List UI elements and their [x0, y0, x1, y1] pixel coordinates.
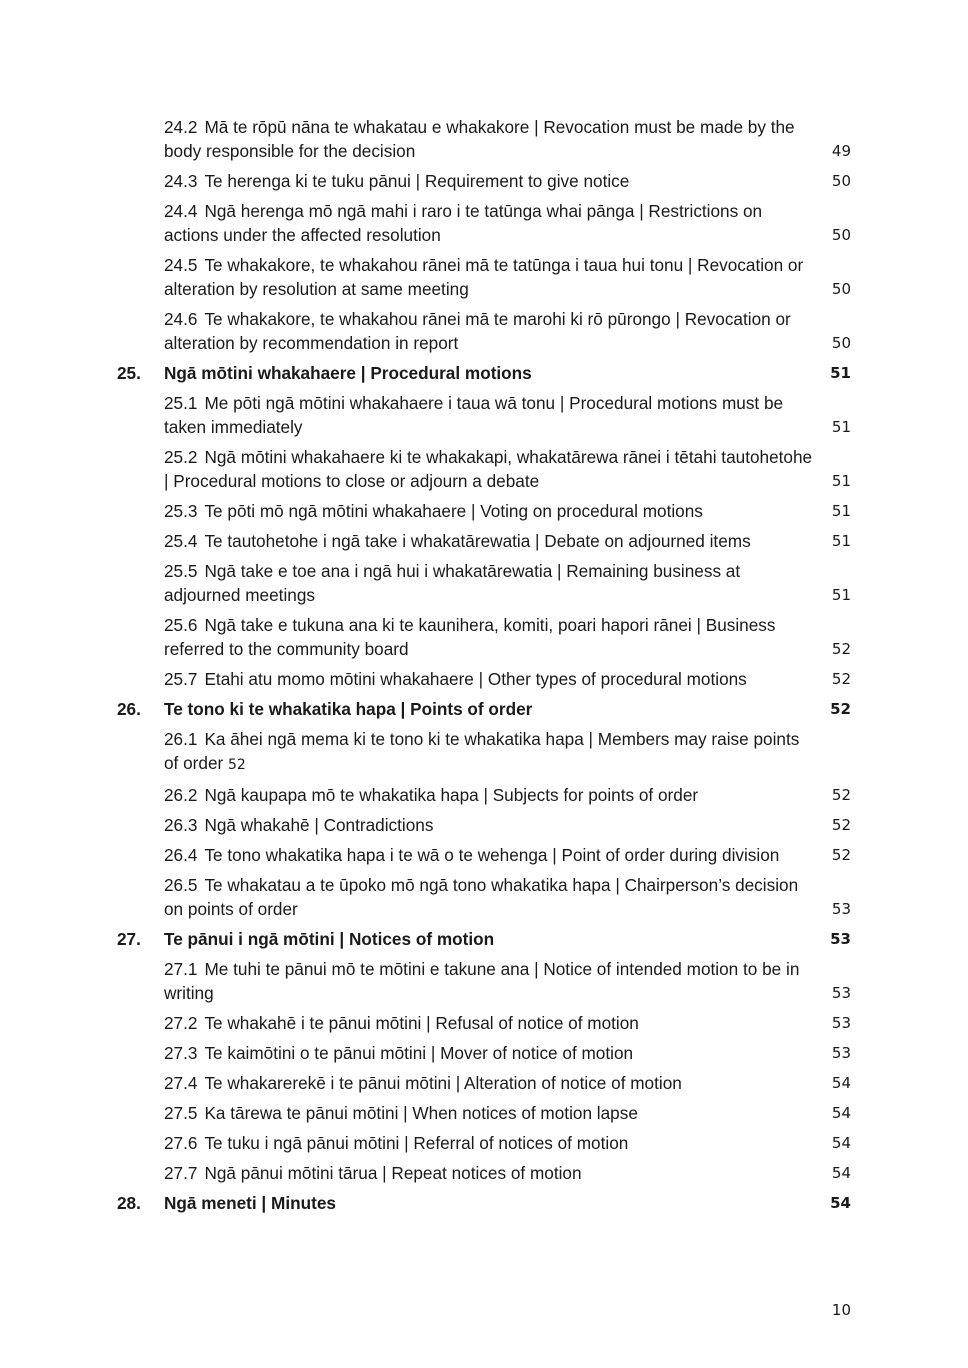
- toc-subsection-entry[interactable]: [117, 813, 857, 837]
- toc-entry-page: 51: [831, 532, 851, 550]
- toc-entry-number: 27.3: [164, 1043, 198, 1063]
- toc-subsection-entry[interactable]: [117, 843, 857, 867]
- toc-entry-number: 24.3: [164, 171, 198, 191]
- toc-subsection-entry[interactable]: [117, 199, 857, 247]
- toc-subsection-entry[interactable]: [117, 529, 857, 553]
- toc-entry-page: 53: [830, 930, 851, 948]
- toc-entry-title: Ngā whakahē | Contradictions: [204, 815, 434, 835]
- toc-subsection-entry[interactable]: [117, 499, 857, 523]
- toc-entry-number: 24.5: [164, 255, 198, 275]
- toc-entry-number: 27.2: [164, 1013, 198, 1033]
- toc-subsection-entry[interactable]: [117, 1071, 857, 1095]
- toc-entry-title: Te tono ki te whakatika hapa | Points of order: [164, 699, 533, 719]
- toc-entry-page: 51: [831, 586, 851, 604]
- toc-entry-page: 50: [831, 334, 851, 352]
- toc-entry-title: Me pōti ngā mōtini whakahaere i taua wā tonu | Procedural motions must be taken immediately: [164, 393, 784, 437]
- toc-entry-page: 52: [228, 757, 246, 773]
- toc-entry-title: Mā te rōpū nāna te whakatau e whakakore | Revocation must be made by the body responsible for the decision: [164, 117, 795, 161]
- toc-entry-number: 25.5: [164, 561, 198, 581]
- toc-subsection-entry[interactable]: [117, 957, 857, 1005]
- toc-entry-number: 27.: [117, 929, 141, 949]
- toc-entry-page: 53: [831, 1044, 851, 1062]
- toc-entry-number: 25.: [117, 363, 141, 383]
- toc-entry-title: Te tautohetohe i ngā take i whakatārewatia | Debate on adjourned items: [204, 531, 751, 551]
- toc-entry-page: 54: [831, 1074, 851, 1092]
- toc-entry-page: 52: [831, 670, 851, 688]
- toc-entry-number: 27.7: [164, 1163, 198, 1183]
- toc-entry-number: 26.3: [164, 815, 198, 835]
- toc-entry-page: 50: [831, 226, 851, 244]
- toc-entry-title: Ngā mōtini whakahaere | Procedural motions: [164, 363, 532, 383]
- toc-entry-page: 51: [831, 472, 851, 490]
- toc-subsection-entry[interactable]: [117, 253, 857, 301]
- toc-entry-title: Ngā take e tukuna ana ki te kaunihera, komiti, poari hapori rānei | Business referred to the community board: [164, 615, 776, 659]
- toc-entry-title: Te tuku i ngā pānui mōtini | Referral of notices of motion: [204, 1133, 629, 1153]
- toc-entry-title: Ngā take e toe ana i ngā hui i whakatārewatia | Remaining business at adjourned meetings: [164, 561, 741, 605]
- toc-entry-number: 27.4: [164, 1073, 198, 1093]
- toc-entry-title: Ka tārewa te pānui mōtini | When notices of motion lapse: [204, 1103, 638, 1123]
- toc-entry-page: 51: [831, 418, 851, 436]
- page-number: 10: [831, 1301, 851, 1319]
- toc-entry-title: Me tuhi te pānui mō te mōtini e takune ana | Notice of intended motion to be in writing: [164, 959, 800, 1003]
- toc-entry-title: Te pōti mō ngā mōtini whakahaere | Voting on procedural motions: [204, 501, 703, 521]
- toc-subsection-entry[interactable]: [117, 1101, 857, 1125]
- toc-entry-page: 52: [831, 846, 851, 864]
- toc-entry-title: Te tono whakatika hapa i te wā o te wehenga | Point of order during division: [204, 845, 780, 865]
- toc-entry-number: 24.4: [164, 201, 198, 221]
- toc-entry-title: Te pānui i ngā mōtini | Notices of motion: [164, 929, 495, 949]
- toc-subsection-entry[interactable]: [117, 613, 857, 661]
- toc-entry-title: Te kaimōtini o te pānui mōtini | Mover of notice of motion: [204, 1043, 634, 1063]
- toc-subsection-entry[interactable]: [117, 667, 857, 691]
- toc-entry-number: 24.2: [164, 117, 198, 137]
- toc-subsection-entry[interactable]: [117, 783, 857, 807]
- toc-subsection-entry[interactable]: [117, 1161, 857, 1185]
- toc-entry-title: Te whakarerekē i te pānui mōtini | Alteration of notice of motion: [204, 1073, 682, 1093]
- toc-entry-page: 50: [831, 172, 851, 190]
- toc-entry-number: 25.6: [164, 615, 198, 635]
- toc-subsection-entry[interactable]: [117, 445, 857, 493]
- toc-subsection-entry[interactable]: [117, 391, 857, 439]
- toc-entry-number: 27.6: [164, 1133, 198, 1153]
- toc-entry-page: 52: [830, 700, 851, 718]
- toc-entry-number: 24.6: [164, 309, 198, 329]
- toc-entry-number: 26.1: [164, 729, 198, 749]
- toc-subsection-entry[interactable]: [117, 1041, 857, 1065]
- toc-entry-page: 52: [831, 640, 851, 658]
- toc-entry-title: Etahi atu momo mōtini whakahaere | Other types of procedural motions: [204, 669, 747, 689]
- toc-entry-page: 54: [830, 1194, 851, 1212]
- toc-entry-page: 54: [831, 1104, 851, 1122]
- toc-entry-page: 49: [831, 142, 851, 160]
- toc-entry-number: 25.1: [164, 393, 198, 413]
- toc-section-entry[interactable]: [117, 1191, 857, 1215]
- toc-section-entry[interactable]: [117, 927, 857, 951]
- toc-entry-title: Ngā herenga mō ngā mahi i raro i te tatūnga whai pānga | Restrictions on actions under the affected resolution: [164, 201, 763, 245]
- toc-entry-page: 54: [831, 1164, 851, 1182]
- toc-entry-page: 53: [831, 984, 851, 1002]
- toc-entry-number: 26.5: [164, 875, 198, 895]
- table-of-contents: [117, 115, 857, 1221]
- toc-entry-page: 54: [831, 1134, 851, 1152]
- toc-entry-number: 25.7: [164, 669, 198, 689]
- toc-entry-title: Ngā meneti | Minutes: [164, 1193, 336, 1213]
- toc-entry-title: Ngā mōtini whakahaere ki te whakakapi, whakatārewa rānei i tētahi tautohetohe | Procedural motions to close or adjourn a debate: [164, 447, 813, 491]
- toc-entry-page: 51: [830, 364, 851, 382]
- toc-entry-number: 25.4: [164, 531, 198, 551]
- toc-entry-page: 53: [831, 900, 851, 918]
- toc-entry-number: 26.2: [164, 785, 198, 805]
- toc-section-entry[interactable]: [117, 697, 857, 721]
- toc-entry-title: Te whakakore, te whakahou rānei mā te tatūnga i taua hui tonu | Revocation or alteration by resolution at same meeting: [164, 255, 804, 299]
- toc-subsection-entry[interactable]: [117, 115, 857, 163]
- toc-entry-title: Ngā kaupapa mō te whakatika hapa | Subjects for points of order: [204, 785, 699, 805]
- toc-subsection-entry[interactable]: [117, 1011, 857, 1035]
- toc-entry-number: 25.2: [164, 447, 198, 467]
- toc-subsection-entry[interactable]: [117, 727, 857, 777]
- toc-entry-number: 26.: [117, 699, 141, 719]
- toc-entry-title: Ka āhei ngā mema ki te tono ki te whakatika hapa | Members may raise points of order: [164, 729, 800, 773]
- toc-entry-page: 50: [831, 280, 851, 298]
- toc-entry-page: 53: [831, 1014, 851, 1032]
- toc-subsection-entry[interactable]: [117, 559, 857, 607]
- toc-entry-title: Te whakahē i te pānui mōtini | Refusal of notice of motion: [204, 1013, 639, 1033]
- toc-entry-page: 52: [831, 786, 851, 804]
- toc-entry-title: Ngā pānui mōtini tārua | Repeat notices of motion: [204, 1163, 582, 1183]
- toc-subsection-entry[interactable]: [117, 1131, 857, 1155]
- toc-subsection-entry[interactable]: [117, 873, 857, 921]
- toc-subsection-entry[interactable]: [117, 307, 857, 355]
- toc-entry-title: Te whakatau a te ūpoko mō ngā tono whakatika hapa | Chairperson’s decision on points of order: [164, 875, 799, 919]
- toc-entry-title: Te whakakore, te whakahou rānei mā te marohi ki rō pūrongo | Revocation or alteration by recommendation in report: [164, 309, 791, 353]
- toc-entry-page: 52: [831, 816, 851, 834]
- toc-entry-number: 28.: [117, 1193, 141, 1213]
- toc-subsection-entry[interactable]: [117, 169, 857, 193]
- toc-entry-title: Te herenga ki te tuku pānui | Requirement to give notice: [204, 171, 630, 191]
- toc-entry-number: 25.3: [164, 501, 198, 521]
- toc-section-entry[interactable]: [117, 361, 857, 385]
- toc-entry-number: 27.5: [164, 1103, 198, 1123]
- toc-entry-number: 27.1: [164, 959, 198, 979]
- toc-entry-page: 51: [831, 502, 851, 520]
- toc-entry-number: 26.4: [164, 845, 198, 865]
